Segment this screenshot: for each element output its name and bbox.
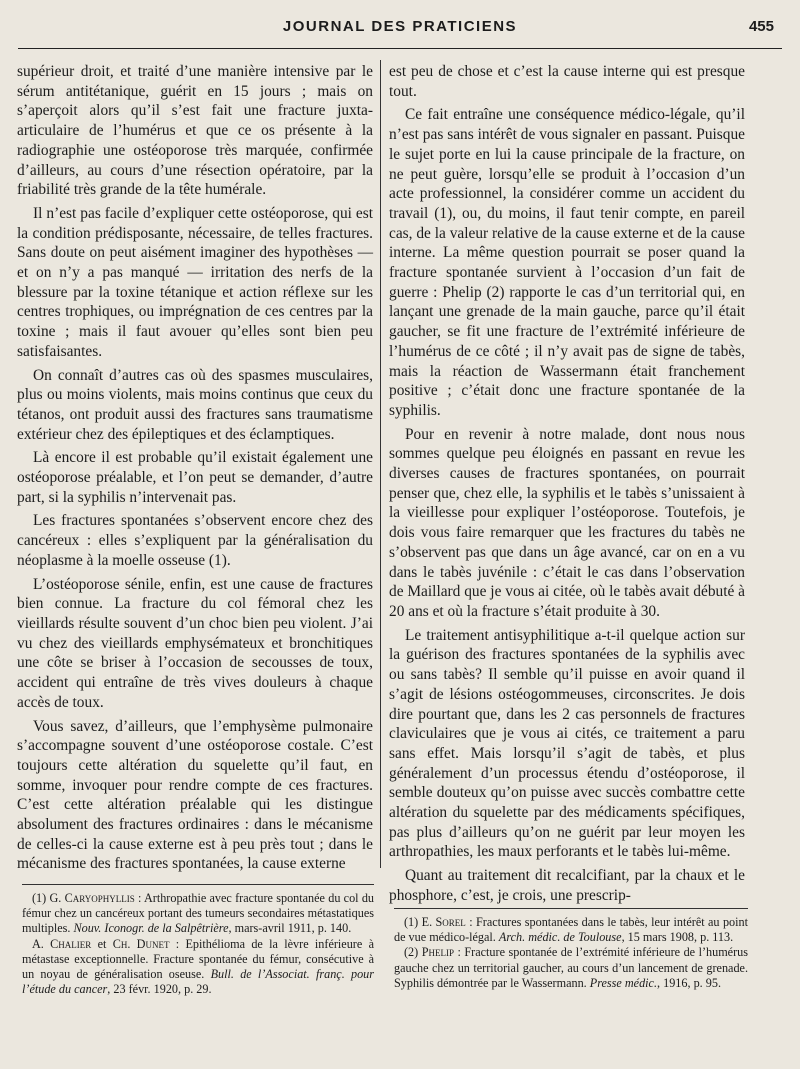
- footnote-journal: Bull. de l’Associat. franç. pour l’étude du cancer: [22, 967, 375, 997]
- paragraph: L’ostéoporose sénile, enfin, est une cause de fractures bien connue. La fracture du col fémoral chez les vieillards résulte souvent d’un choc bien peu violent. J’ai vu chez des vieillards emphysémateux et bronchitiques une côte se briser à l’occasion de secousses de toux, accident qui entraîne de très vives douleurs à chaque accès de toux.: [17, 575, 373, 711]
- footnote-text: (2): [404, 945, 422, 960]
- footnote-author: Chalier: [50, 936, 92, 951]
- journal-title: JOURNAL DES PRATICIENS: [282, 18, 518, 35]
- footnote-text: , 15 mars 1908, p. 113.: [621, 930, 734, 945]
- right-column: [389, 62, 745, 906]
- footnote: [394, 945, 748, 991]
- paragraph: Quant au traitement dit recalcifiant, par la chaux et le phosphore, c’est, je crois, une prescrip-: [389, 867, 745, 904]
- paragraph: Là encore il est probable qu’il existait également une ostéoporose préalable, et l’on peut se demander, d’autre part, si la syphilis n’intervenait pas.: [17, 449, 373, 506]
- paragraph: On connaît d’autres cas où des spasmes musculaires, plus ou moins violents, mais moins continus que ceux du tétanos, ont produit aussi des fractures sans traumatisme extérieur chez des épileptiques et des éclamptiques.: [17, 366, 373, 443]
- paragraph: Il n’est pas facile d’expliquer cette ostéoporose, qui est la condition prédisposante, nécessaire, de telles fractures. Sans doute on peut aisément imaginer des hypothèses — et on n’y a pas manqué — irritation des nerfs de la blessure par la toxine tétanique et action réflexe sur les centres trophiques, ou imprégnation de ces centres par la toxine ; mais il faut avouer qu’elles sont bien peu satisfaisantes.: [17, 204, 373, 360]
- footnote-journal: Arch. médic. de Toulouse: [498, 930, 622, 945]
- running-header: [18, 14, 782, 49]
- paragraph: est peu de chose et c’est la cause interne qui est presque tout.: [389, 63, 745, 100]
- footnote-text: , 23 févr. 1920, p. 29.: [107, 982, 212, 997]
- footnotes-right: [394, 908, 748, 991]
- footnotes-left: [22, 884, 374, 997]
- footnote-text: (1) E.: [404, 915, 436, 929]
- footnote-text: : Fracture spontanée de l’extrémité inférieure de l’humérus gauche chez un territorial gaucher, au cours d’un lancement de grenade. Syphilis démontrée par le Wassermann.: [394, 945, 748, 990]
- footnote-text: A.: [32, 936, 51, 951]
- footnote: [22, 891, 374, 937]
- footnote-text: : Arthropathie avec fracture spontanée du col du fémur chez un cancéreux portant des tumeurs secondaires métastatiques multiples.: [22, 891, 375, 936]
- footnote-author: Ch. Dunet: [112, 936, 170, 951]
- paragraph: Les fractures spontanées s’observent encore chez des cancéreux : elles s’expliquent par la généralisation du néoplasme à la moelle osseuse (1).: [17, 512, 373, 569]
- paragraph: Pour en revenir à notre malade, dont nous nous sommes quelque peu éloignés en passant en revue les diverses causes de fractures spontanées, on pourrait penser que, chez elle, la syphilis et le tabès s’unissaient à la vieillesse pour expliquer l’ostéoporose. Toutefois, je dois vous faire remarquer que les fractures du tabès ne s’observent pas que dans un âge avancé, car on en a vu dans le tabès juvénile : c’était le cas dans l’observation de Maillard que je vous ai citée, où le tabès avait débuté à 20 ans et où la fracture s’était produite à 30.: [389, 425, 745, 620]
- footnote-text: , mars-avril 1911, p. 140.: [228, 921, 352, 936]
- footnote-text: et: [91, 936, 113, 951]
- footnote-journal: Nouv. Iconogr. de la Salpêtrière: [73, 921, 229, 936]
- footnote-text: : Epithélioma de la lèvre inférieure à métastase exceptionnelle. Fracture spontanée du fémur, consécutive à un noyau de généralisation oseuse.: [22, 936, 374, 982]
- footnote-author: Sorel: [435, 915, 466, 929]
- paragraph: Le traitement antisyphilitique a-t-il quelque action sur la guérison des fractures spontanées de la syphilis avec ou sans tabès? Il semble qu’il puisse en avoir quand il s’agit de lésions ostéogommeuses, circonscrites. Je dois dire pourtant que, dans les 2 cas personnels de fractures claviculaires que je vous ai cités, ce traitement a paru sans effet. Mais lorsqu’il s’agit de tabès, et plus généralement d’un processus étendu d’ostéoporose, il semble douteux qu’on puisse avec succès combattre cette altération du squelette par des médicaments spécifiques, pas plus d’ailleurs qu’on ne guérit par leur moyen les arthropathies, les maux perforants et le tabès lui-même.: [389, 626, 745, 861]
- footnote-text: : Fractures spontanées dans le tabès, leur intérêt au point de vue médico-légal.: [394, 915, 748, 945]
- footnote-author: Caryophyllis: [64, 891, 135, 905]
- paragraph: Vous savez, d’ailleurs, que l’emphysème pulmonaire s’accompagne souvent d’une ostéoporose costale. C’est toujours cette altération du squelette qu’il faut, en somme, invoquer pour rendre compte de ces fractures. C’est cette altération préalable qui les distingue absolument des fractures ordinaires : dans le mécanisme de celles-ci la cause externe est à peu près tout ; dans le mécanisme des fractures spontanées, la cause externe: [17, 717, 373, 873]
- footnote-text: , 1916, p. 95.: [657, 975, 721, 990]
- footnote-text: (1) G.: [32, 891, 65, 905]
- footnote-journal: Presse médic.: [589, 975, 658, 990]
- paragraph: supérieur droit, et traité d’une manière intensive par le sérum antitétanique, guérit en 15 jours ; mais on s’aperçoit alors qu’il s’est fait une fracture juxta-articulaire de l’humérus et que ce os présente à la radiographie une ostéoporose très marquée, confirmée d’ailleurs, au cours d’une résection opératoire, par la friabilité très grande de la tête humérale.: [17, 63, 373, 199]
- left-column: [17, 62, 373, 874]
- footnote: [22, 937, 374, 998]
- page-number: 455: [748, 18, 774, 35]
- paragraph: Ce fait entraîne une conséquence médico-légale, qu’il n’est pas sans intérêt de vous signaler en passant. Puisque le sujet porte en lui la cause principale de la fracture, on ne peut guère, lorsqu’elle se produit à l’occasion d’un acte professionnel, la considérer comme un accident du travail (1), ou, du moins, il faut tenir compte, en pareil cas, de la valeur relative de la cause externe et de la cause interne. La même question pourrait se poser quand la fracture spontanée survient à l’occasion d’un fait de guerre : Phelip (2) rapporte le cas d’un territorial qui, en lançant une grenade de la main gauche, parce qu’il était gaucher, se fit une fracture de l’extrémité inférieure de l’humérus de ce côté ; il n’y avait pas de signe de tabès, mais la réaction de Wassermann était franchement positive ; c’était donc une fracture spontanée de la syphilis.: [389, 106, 745, 419]
- footnote-author: Phelip: [421, 945, 454, 960]
- column-divider: [380, 60, 381, 868]
- footnote: [394, 915, 748, 945]
